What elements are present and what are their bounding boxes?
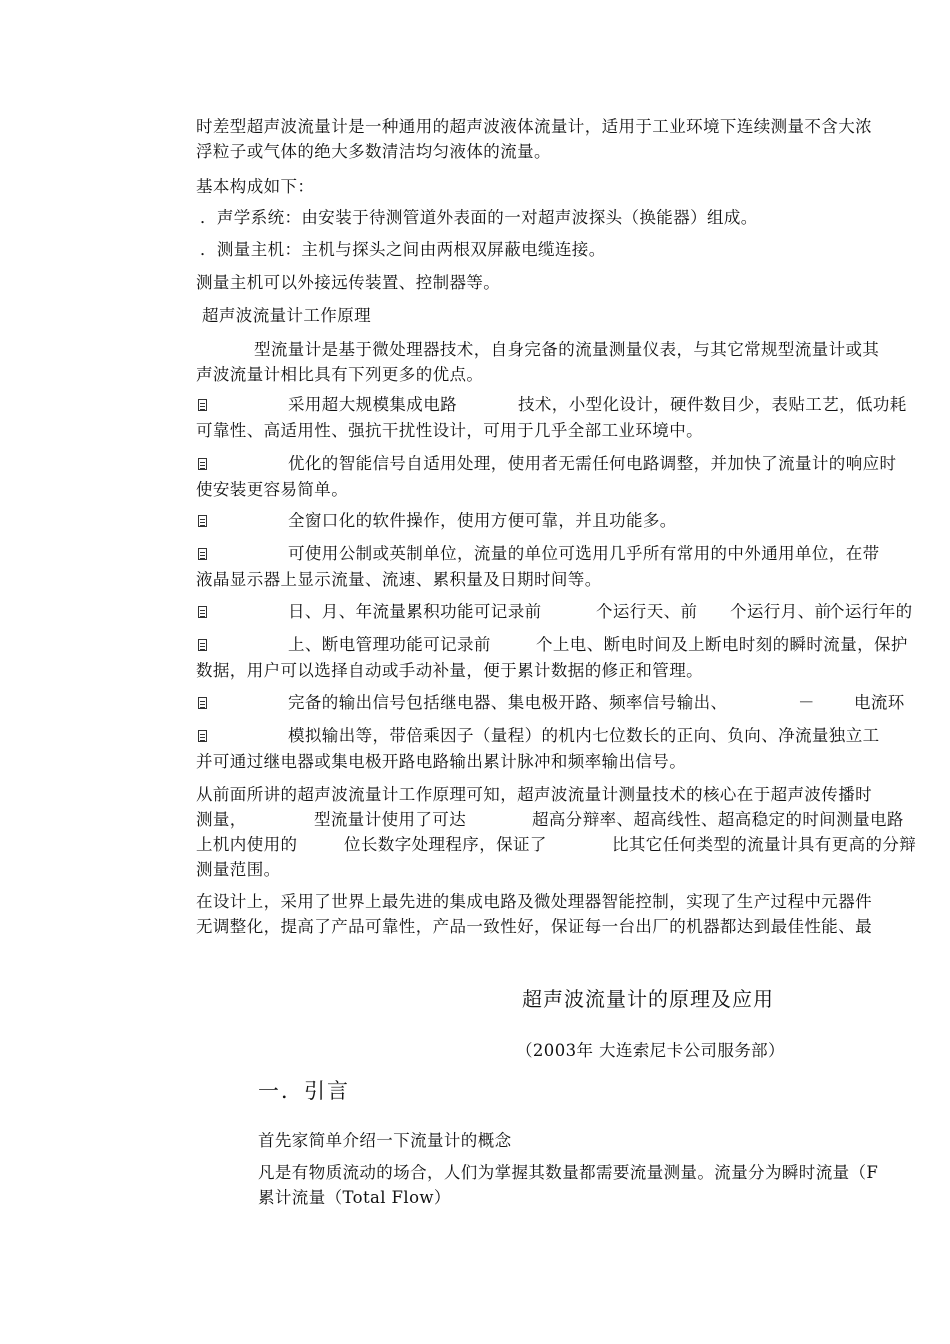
principle-heading: 超声波流量计工作原理	[202, 306, 371, 325]
document-icon	[198, 697, 207, 709]
feature-text: 并可通过继电器或集电极开路电路输出累计脉冲和频率输出信号。	[196, 752, 687, 771]
article-title: 超声波流量计的原理及应用	[522, 987, 774, 1011]
section-heading-intro: 一．引言	[258, 1079, 350, 1103]
core-line-1: 从前面所讲的超声波流量计工作原理可知，超声波流量计测量技术的核心在于超声波传播时	[196, 785, 872, 804]
document-icon	[198, 399, 207, 411]
basic-composition: 基本构成如下：	[196, 177, 315, 196]
document-icon	[198, 515, 207, 527]
core-line-4: 测量范围。	[196, 860, 281, 879]
document-icon	[198, 730, 207, 742]
feature-text: 日、月、年流量累积功能可记录前	[288, 602, 542, 621]
feature-text: 全窗口化的软件操作，使用方便可靠，并且功能多。	[288, 511, 677, 530]
intro-line-2: 浮粒子或气体的绝大多数清洁均匀液体的流量。	[196, 142, 551, 161]
feature-text: 技术，小型化设计，硬件数目少，表贴工艺，低功耗	[518, 395, 907, 414]
feature-text: 个运行天、前	[596, 602, 698, 621]
core-line-2b: 型流量计使用了可达	[314, 810, 467, 829]
intro-paragraph-2a: 凡是有物质流动的场合，人们为掌握其数量都需要流量测量。流量分为瞬时流量（F	[258, 1163, 879, 1182]
principle-line-1: 型流量计是基于微处理器技术，自身完备的流量测量仪表，与其它常规型流量计或其	[254, 340, 880, 359]
intro-line-1: 时差型超声波流量计是一种通用的超声波液体流量计，适用于工业环境下连续测量不含大浓	[196, 117, 872, 136]
component-host: ．测量主机：主机与探头之间由两根双屏蔽电缆连接。	[200, 240, 606, 259]
design-line-1: 在设计上，采用了世界上最先进的集成电路及微处理器智能控制，实现了生产过程中元器件	[196, 892, 872, 911]
core-line-2a: 测量，	[196, 810, 247, 829]
feature-text: 可使用公制或英制单位，流量的单位可选用几乎所有常用的中外通用单位，在带	[288, 544, 880, 563]
feature-text: 上、断电管理功能可记录前	[288, 635, 491, 654]
feature-text: 个运行月、前	[730, 602, 832, 621]
feature-text: 个上电、断电时间及上断电时刻的瞬时流量，保护	[536, 635, 908, 654]
core-line-3b: 位长数字处理程序，保证了	[344, 835, 547, 854]
feature-text: 采用超大规模集成电路	[288, 395, 457, 414]
document-icon	[198, 639, 207, 651]
feature-text: 完备的输出信号包括继电器、集电极开路、频率信号输出、	[288, 693, 728, 712]
feature-text: －	[798, 693, 815, 712]
design-line-2: 无调整化，提高了产品可靠性，产品一致性好，保证每一台出厂的机器都达到最佳性能、最	[196, 917, 872, 936]
document-icon	[198, 606, 207, 618]
document-icon	[198, 548, 207, 560]
feature-text: 数据，用户可以选择自动或手动补量，便于累计数据的修正和管理。	[196, 661, 703, 680]
feature-text: 优化的智能信号自适用处理，使用者无需任何电路调整，并加快了流量计的响应时	[288, 454, 897, 473]
remote-devices: 测量主机可以外接远传装置、控制器等。	[196, 273, 501, 292]
core-line-3c: 比其它任何类型的流量计具有更高的分辩	[612, 835, 917, 854]
feature-text: 使安装更容易简单。	[196, 480, 349, 499]
feature-text: 个运行年的	[828, 602, 913, 621]
feature-text: 可靠性、高适用性、强抗干扰性设计，可用于几乎全部工业环境中。	[196, 421, 703, 440]
principle-line-2: 声波流量计相比具有下列更多的优点。	[196, 365, 484, 384]
feature-text: 模拟输出等，带倍乘因子（量程）的机内七位数长的正向、负向、净流量独立工	[288, 726, 880, 745]
document-icon	[198, 458, 207, 470]
component-acoustic: ．声学系统：由安装于待测管道外表面的一对超声波探头（换能器）组成。	[200, 208, 758, 227]
feature-text: 电流环	[854, 693, 905, 712]
core-line-3a: 上机内使用的	[196, 835, 298, 854]
intro-paragraph-2b: 累计流量（Total Flow）	[258, 1188, 451, 1207]
article-subtitle: （2003年 大连索尼卡公司服务部）	[516, 1041, 785, 1060]
feature-text: 液晶显示器上显示流量、流速、累积量及日期时间等。	[196, 570, 602, 589]
intro-paragraph-1: 首先家简单介绍一下流量计的概念	[258, 1131, 512, 1150]
core-line-2c: 超高分辩率、超高线性、超高稳定的时间测量电路	[532, 810, 904, 829]
